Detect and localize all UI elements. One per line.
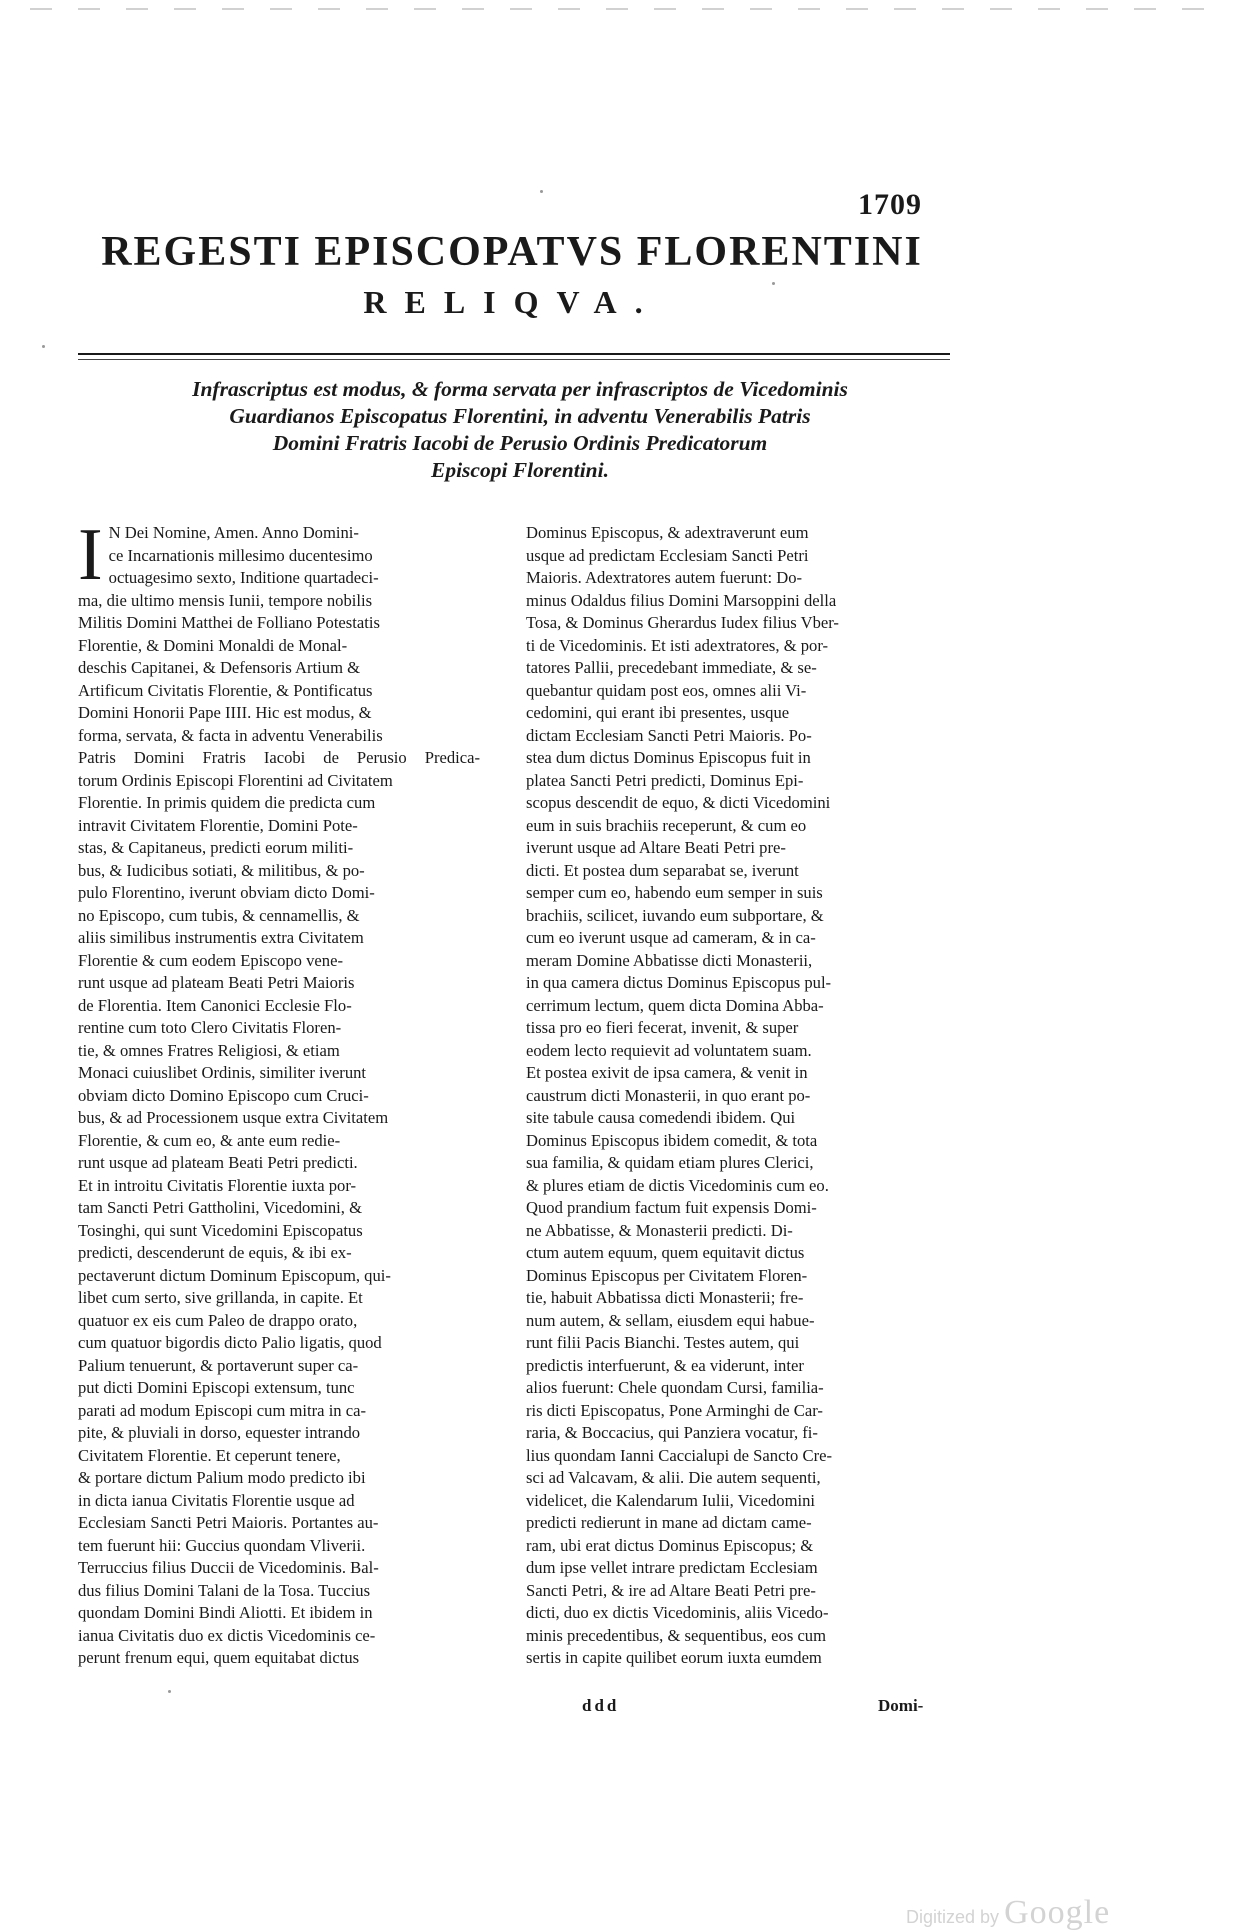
text-line: quondam Domini Bindi Aliotti. Et ibidem in	[78, 1603, 373, 1622]
scan-speck	[540, 190, 543, 193]
text-line: ce Incarnationis millesimo ducentesimo	[108, 545, 373, 565]
text-line: Dominus Episcopus per Civitatem Floren-	[526, 1265, 808, 1285]
text-line: sertis in capite quilibet eorum iuxta eumdem	[526, 1648, 822, 1667]
title-rule-thin	[78, 359, 950, 360]
text-line: rentine cum toto Clero Civitatis Floren-	[78, 1018, 342, 1037]
digitized-watermark	[906, 1894, 1110, 1932]
text-line: aliis similibus instrumentis extra Civitatem	[78, 928, 364, 947]
text-line: usque ad predictam Ecclesiam Sancti Petri	[526, 545, 809, 565]
text-line: ne Abbatisse, & Monasterii predicti. Di-	[526, 1220, 793, 1240]
text-line: meram Domine Abbatisse dicti Monasterii,	[526, 950, 813, 970]
text-line: predicti, descenderunt de equis, & ibi ex-	[78, 1243, 352, 1262]
text-line: N Dei Nomine, Amen. Anno Domini-	[108, 523, 359, 542]
text-line: pectaverunt dictum Dominum Episcopum, qui-	[78, 1265, 391, 1285]
text-line: & plures etiam de dictis Vicedominis cum eo.	[526, 1175, 829, 1195]
text-line: bus, & ad Processionem usque extra Civitatem	[78, 1108, 389, 1127]
text-line: alios fuerunt: Chele quondam Cursi, familia-	[526, 1378, 824, 1397]
text-line: ris dicti Episcopatus, Pone Arminghi de Car-	[526, 1400, 823, 1420]
text-line: Florentie, & Domini Monaldi de Monal-	[78, 635, 348, 655]
text-line: minus Odaldus filius Domini Marsoppini della	[526, 590, 837, 610]
text-line: quebantur quidam post eos, omnes alii Vi-	[526, 680, 807, 700]
text-line: perunt frenum equi, quem equitabat dictus	[78, 1648, 360, 1667]
text-line: Et in introitu Civitatis Florentie iuxta por-	[78, 1175, 357, 1195]
text-line: tam Sancti Petri Gattholini, Vicedomini, &	[78, 1198, 362, 1217]
text-line: Florentie. In primis quidem die predicta cum	[78, 793, 376, 812]
text-line: videlicet, die Kalendarum Iulii, Vicedomini	[526, 1490, 816, 1510]
text-line: torum Ordinis Episcopi Florentini ad Civitatem	[78, 770, 393, 790]
text-line: Civitatem Florentie. Et ceperunt tenere,	[78, 1445, 341, 1465]
signature-mark: ddd	[582, 1696, 620, 1715]
text-line: sua familia, & quidam etiam plures Clerici,	[526, 1153, 814, 1172]
title-rule	[78, 353, 950, 355]
text-line: pulo Florentino, iverunt obviam dicto Domi-	[78, 883, 375, 902]
text-line: cedomini, qui erant ibi presentes, usque	[526, 703, 790, 722]
text-line: de Florentia. Item Canonici Ecclesie Flo-	[78, 995, 352, 1015]
text-line: tissa pro eo fieri fecerat, invenit, & super	[526, 1018, 799, 1037]
page-title: REGESTI EPISCOPATVS FLORENTINI	[101, 229, 923, 275]
right-column	[526, 522, 954, 1670]
scan-speck	[42, 345, 45, 348]
text-line: eum in suis brachiis receperunt, & cum eo	[526, 815, 807, 835]
text-line: sci ad Valcavam, & alii. Die autem sequenti,	[526, 1468, 821, 1487]
text-line: runt usque ad plateam Beati Petri Maioris	[78, 973, 355, 992]
text-line: Sancti Petri, & ire ad Altare Beati Petri pre-	[526, 1580, 816, 1600]
text-line: libet cum serto, sive grillanda, in capite. Et	[78, 1288, 363, 1307]
text-line: iverunt usque ad Altare Beati Petri pre-	[526, 838, 786, 857]
left-column	[78, 514, 480, 1670]
watermark-brand: Google	[1004, 1894, 1111, 1931]
text-line: minis precedentibus, & sequentibus, eos cum	[526, 1625, 827, 1645]
text-line: dicti. Et postea dum separabat se, iverunt	[526, 860, 799, 880]
text-line: Tosa, & Dominus Gherardus Iudex filius Vber-	[526, 613, 839, 632]
text-line: octuagesimo sexto, Inditione quartadeci-	[108, 568, 379, 587]
text-line: ma, die ultimo mensis Iunii, tempore nobilis	[78, 590, 373, 610]
text-line: Patris Domini Fratris Iacobi de Perusio Predica-	[78, 748, 480, 767]
text-line: Ecclesiam Sancti Petri Maioris. Portantes au-	[78, 1513, 379, 1532]
text-line: tie, & omnes Fratres Religiosi, & etiam	[78, 1040, 340, 1060]
text-line: dus filius Domini Talani de la Tosa. Tuccius	[78, 1580, 371, 1600]
watermark-prefix: Digitized by	[906, 1907, 1000, 1927]
text-line: pite, & pluviali in dorso, equester intrando	[78, 1423, 361, 1442]
text-line: ianua Civitatis duo ex dictis Vicedominis ce-	[78, 1625, 376, 1645]
text-line: parati ad modum Episcopi cum mitra in ca-	[78, 1400, 367, 1420]
intro-line: Infrascriptus est modus, & forma servata per infrascriptos de Vicedominis	[192, 377, 848, 401]
text-line: ram, ubi erat dictus Dominus Episcopus; &	[526, 1535, 814, 1555]
text-line: brachiis, scilicet, iuvando eum subportare, &	[526, 905, 824, 925]
text-line: & portare dictum Palium modo predicto ibi	[78, 1468, 366, 1487]
text-line: Tosinghi, qui sunt Vicedomini Episcopatus	[78, 1220, 363, 1240]
text-line: Et postea exivit de ipsa camera, & venit in	[526, 1063, 808, 1082]
text-line: dictam Ecclesiam Sancti Petri Maioris. Po-	[526, 725, 812, 745]
top-scan-edge	[30, 8, 1220, 10]
text-line: Florentie & cum eodem Episcopo vene-	[78, 950, 343, 970]
text-line: forma, servata, & facta in adventu Venerabilis	[78, 725, 383, 745]
text-line: in qua camera dictus Dominus Episcopus pul-	[526, 973, 832, 992]
page-number: 1709	[858, 188, 922, 221]
text-line: num autem, & sellam, eiusdem equi habue-	[526, 1310, 815, 1330]
text-line: put dicti Domini Episcopi extensum, tunc	[78, 1378, 355, 1397]
text-line: Militis Domini Matthei de Folliano Potestatis	[78, 613, 380, 632]
text-line: bus, & Iudicibus sotiati, & militibus, & po-	[78, 860, 365, 880]
intro-line: Domini Fratris Iacobi de Perusio Ordinis Predicatorum	[272, 431, 768, 455]
text-line: eodem lecto requievit ad voluntatem suam.	[526, 1040, 812, 1060]
text-line: predictis interfuerunt, & ea viderunt, inter	[526, 1355, 804, 1375]
text-line: scopus descendit de equo, & dicti Vicedomini	[526, 793, 831, 812]
text-line: cum eo iverunt usque ad cameram, & in ca-	[526, 928, 816, 947]
text-line: no Episcopo, cum tubis, & cennamellis, &	[78, 905, 360, 925]
text-line: deschis Capitanei, & Defensoris Artium &	[78, 658, 361, 677]
text-line: stea dum dictus Dominus Episcopus fuit in	[526, 748, 811, 767]
scan-speck	[168, 1690, 171, 1693]
text-line: Terruccius filius Duccii de Vicedominis. Bal-	[78, 1558, 379, 1577]
scan-speck	[772, 282, 775, 285]
text-line: in dicta ianua Civitatis Florentie usque ad	[78, 1490, 355, 1510]
text-line: tie, habuit Abbatissa dicti Monasterii; fre-	[526, 1288, 804, 1307]
drop-cap: I	[78, 514, 103, 596]
text-line: stas, & Capitaneus, predicti eorum militi-	[78, 838, 354, 857]
intro-line: Guardianos Episcopatus Florentini, in adventu Venerabilis Patris	[229, 404, 811, 428]
text-line: lius quondam Ianni Caccialupi de Sancto Cre-	[526, 1445, 832, 1465]
text-line: obviam dicto Domino Episcopo cum Cruci-	[78, 1085, 369, 1105]
text-line: intravit Civitatem Florentie, Domini Pote-	[78, 815, 358, 835]
text-line: quatuor ex eis cum Paleo de drappo orato,	[78, 1310, 358, 1330]
text-line: dicti, duo ex dictis Vicedominis, aliis Vicedo-	[526, 1603, 829, 1622]
text-line: dum ipse vellet intrare predictam Ecclesiam	[526, 1558, 818, 1577]
page-subtitle: RELIQVA.	[363, 284, 661, 320]
text-line: platea Sancti Petri predicti, Dominus Epi-	[526, 770, 804, 790]
text-line: Artificum Civitatis Florentie, & Pontificatus	[78, 680, 373, 700]
text-line: Dominus Episcopus ibidem comedit, & tota	[526, 1130, 818, 1150]
text-line: ti de Vicedominis. Et isti adextratores, & por-	[526, 635, 829, 655]
text-line: site tabule causa comedendi ibidem. Qui	[526, 1108, 796, 1127]
text-line: ctum autem equum, quem equitavit dictus	[526, 1243, 805, 1262]
text-line: raria, & Boccacius, qui Panziera vocatur, fi-	[526, 1423, 818, 1442]
text-line: cerrimum lectum, quem dicta Domina Abba-	[526, 995, 824, 1015]
text-line: Monaci cuiuslibet Ordinis, similiter iverunt	[78, 1063, 367, 1082]
text-line: Florentie, & cum eo, & ante eum redie-	[78, 1130, 341, 1150]
text-line: predicti redierunt in mane ad dictam came-	[526, 1513, 812, 1532]
text-line: Maioris. Adextratores autem fuerunt: Do-	[526, 568, 803, 587]
text-line: tatores Pallii, precedebant immediate, & se-	[526, 658, 817, 677]
text-line: tem fuerunt hii: Guccius quondam Vliverii.	[78, 1535, 366, 1555]
text-line: semper cum eo, habendo eum semper in suis	[526, 883, 823, 902]
text-line: runt usque ad plateam Beati Petri predicti.	[78, 1153, 358, 1172]
text-line: Domini Honorii Pape IIII. Hic est modus, &	[78, 703, 372, 722]
text-line: runt filii Pacis Bianchi. Testes autem, qui	[526, 1333, 800, 1352]
text-line: Quod prandium factum fuit expensis Domi-	[526, 1198, 817, 1217]
text-line: caustrum dicti Monasterii, in quo erant po-	[526, 1085, 811, 1105]
intro-heading	[90, 376, 950, 484]
text-line: Palium tenuerunt, & portaverunt super ca-	[78, 1355, 359, 1375]
intro-line: Episcopi Florentini.	[430, 458, 609, 482]
text-line: Dominus Episcopus, & adextraverunt eum	[526, 523, 809, 542]
catchword: Domi-	[878, 1696, 924, 1715]
text-line: cum quatuor bigordis dicto Palio ligatis, quod	[78, 1333, 382, 1352]
